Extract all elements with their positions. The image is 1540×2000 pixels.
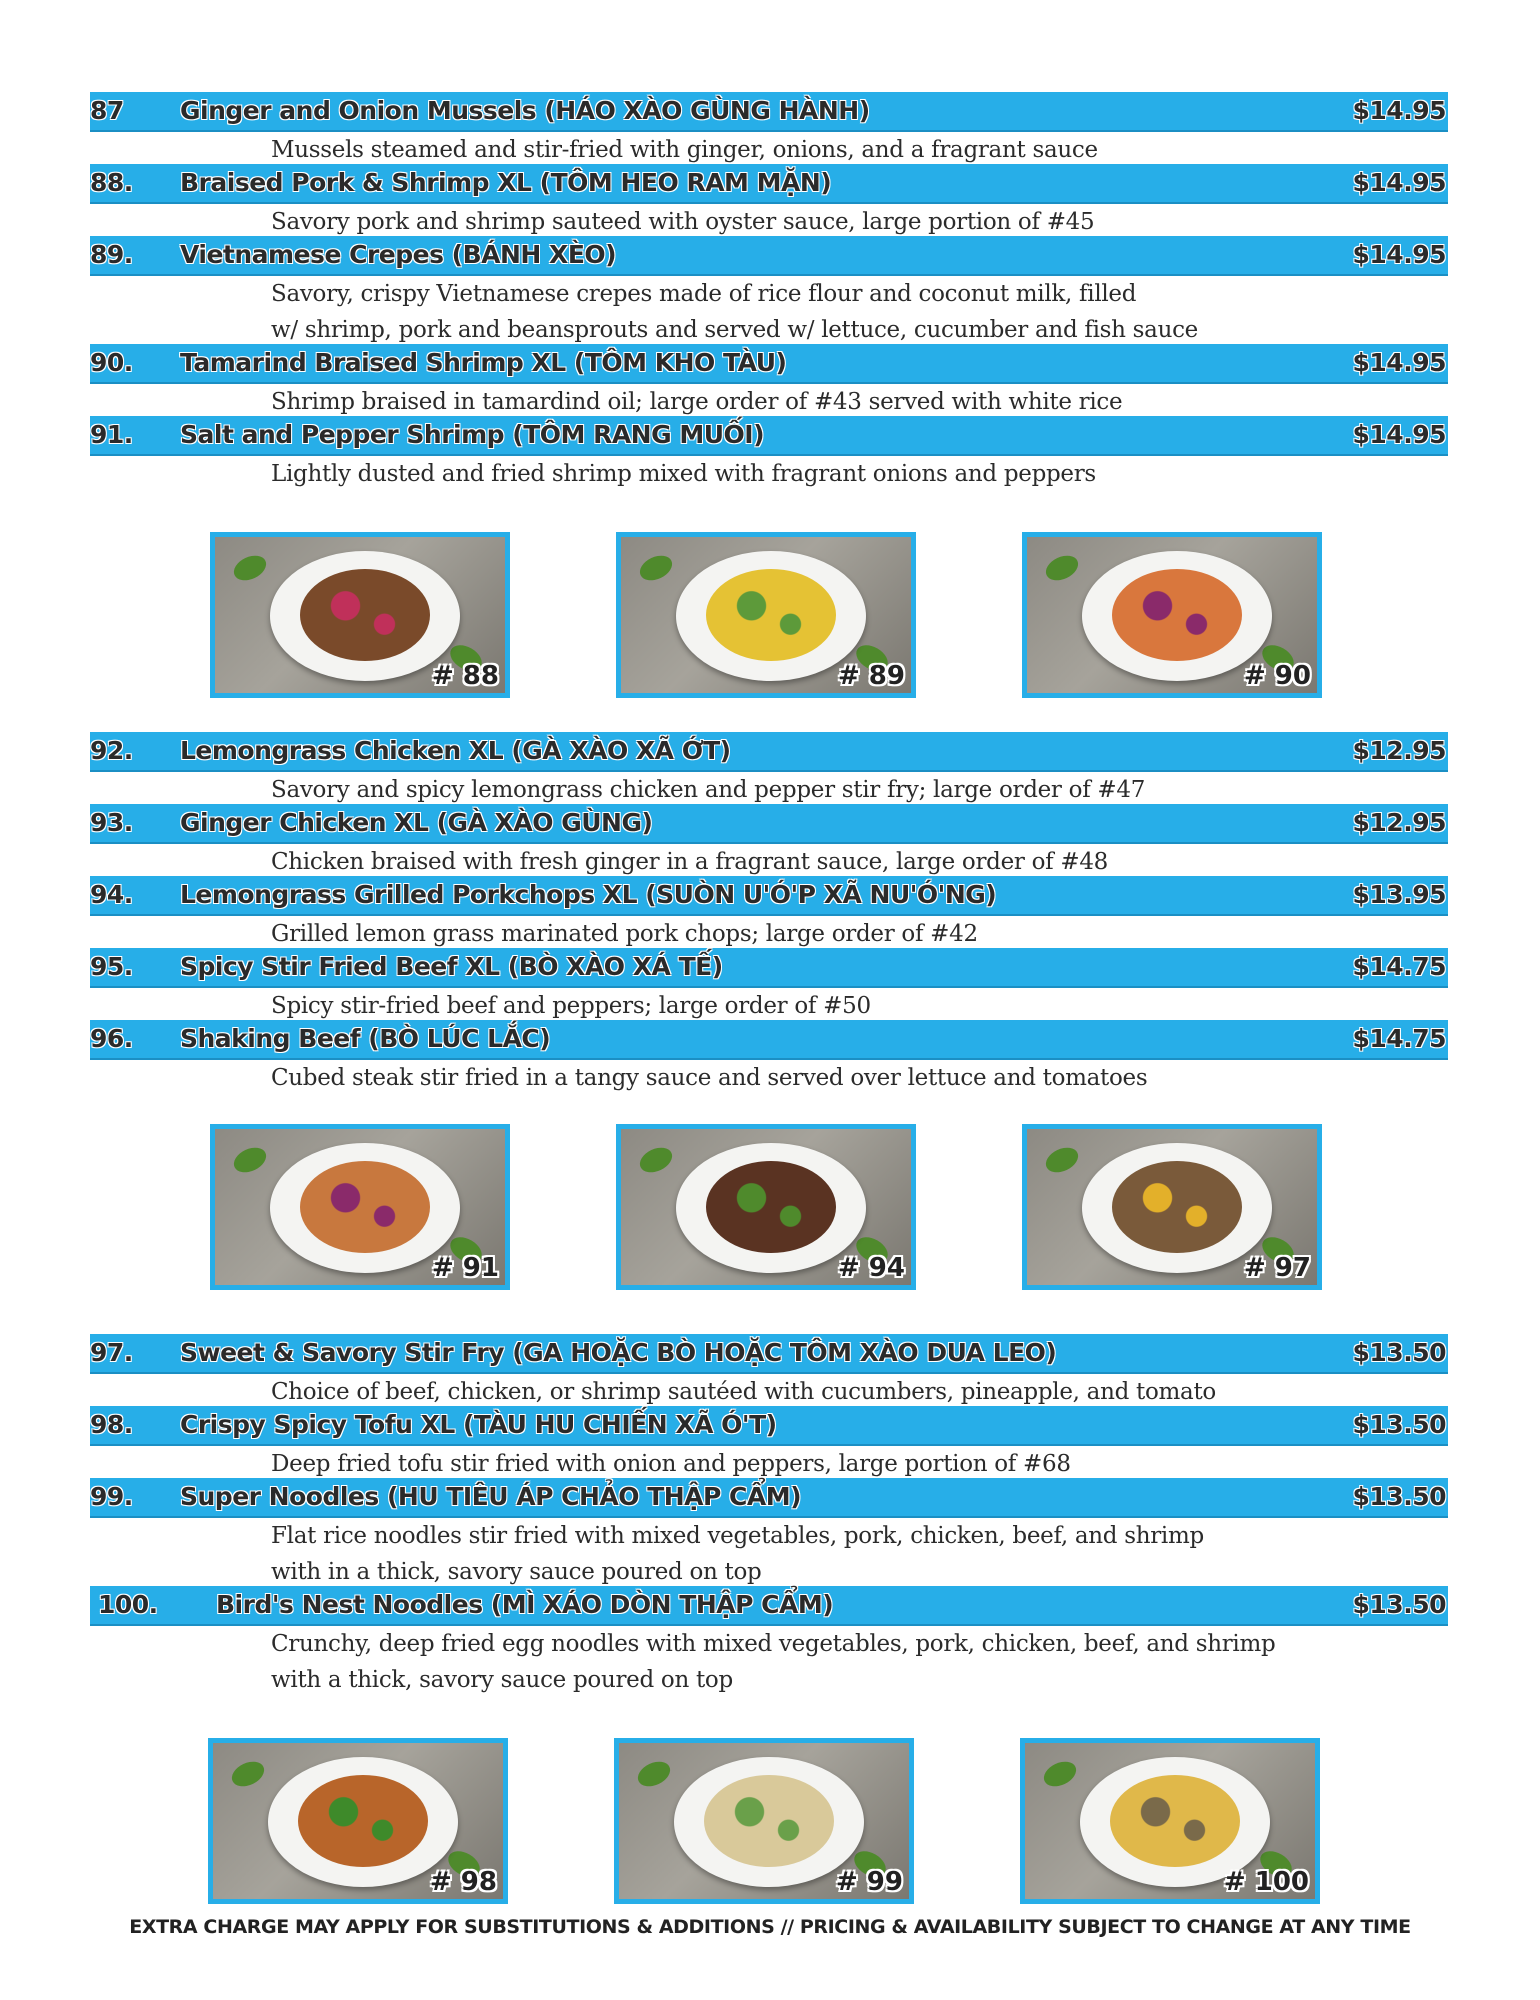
item-number: 87 [90,96,124,125]
dish-food [706,1161,836,1253]
menu-item [90,1478,1448,1590]
item-description: Chicken braised with fresh ginger in a fragrant sauce, large order of #48 [271,849,1109,875]
item-price: $14.95 [1352,348,1446,377]
dish-photo [616,1124,916,1290]
item-description: Flat rice noodles stir fried with mixed vegetables, pork, chicken, beef, and shrimp [271,1523,1204,1549]
item-name: Lemongrass Grilled Porkchops XL (SUÒN U'Ó'P XÃ NU'Ó'NG) [180,880,997,909]
item-description: Grilled lemon grass marinated pork chops; large order of #42 [271,921,978,947]
item-name: Lemongrass Chicken XL (GÀ XÀO XÃ ỚT) [180,736,731,765]
item-name: Shaking Beef (BÒ LÚC LẮC) [180,1024,551,1053]
item-description: with a thick, savory sauce poured on top [271,1667,733,1693]
dish-food [300,1161,430,1253]
item-price: $13.50 [1352,1410,1446,1439]
menu-item [90,344,1448,420]
dish-food [298,1775,428,1867]
footer-disclaimer: EXTRA CHARGE MAY APPLY FOR SUBSTITUTIONS & ADDITIONS // PRICING & AVAILABILITY SUBJECT TO CHANGE AT ANY TIME [129,1916,1411,1938]
dish-food [1110,1775,1240,1867]
menu-item-bar [90,92,1448,132]
photo-tag: # 90 [1243,661,1311,691]
item-number: 91. [90,420,133,449]
item-number: 88. [90,168,133,197]
menu-item [90,236,1448,348]
item-price: $14.95 [1352,168,1446,197]
item-description: Lightly dusted and fried shrimp mixed with fragrant onions and peppers [271,461,1096,487]
dish-photo [616,532,916,698]
menu-item-bar [90,236,1448,276]
item-price: $13.50 [1352,1482,1446,1511]
item-description: Savory, crispy Vietnamese crepes made of rice flour and coconut milk, filled [271,281,1137,307]
dish-food [1112,1161,1242,1253]
photo-tag: # 88 [431,661,499,691]
item-price: $14.75 [1352,952,1446,981]
item-name: Spicy Stir Fried Beef XL (BÒ XÀO XÁ TẾ) [180,952,723,981]
item-price: $12.95 [1352,736,1446,765]
item-name: Super Noodles (HU TIÊU ÁP CHẢO THẬP CẨM) [180,1482,802,1511]
item-description: w/ shrimp, pork and beansprouts and served w/ lettuce, cucumber and fish sauce [271,317,1198,343]
item-number: 99. [90,1482,133,1511]
menu-item [90,1406,1448,1482]
menu-item-bar [90,1020,1448,1060]
dish-food [1112,569,1242,661]
item-name: Crispy Spicy Tofu XL (TÀU HU CHIẾN XÃ Ó'T) [180,1410,777,1439]
item-number: 97. [90,1338,133,1367]
item-description: Choice of beef, chicken, or shrimp sautéed with cucumbers, pineapple, and tomato [271,1379,1216,1405]
menu-item-bar [90,1586,1448,1626]
menu-item [90,732,1448,808]
menu-item [90,1334,1448,1410]
item-name: Tamarind Braised Shrimp XL (TÔM KHO TÀU) [180,348,787,377]
menu-item-bar [90,344,1448,384]
menu-item-bar [90,1334,1448,1374]
item-price: $14.75 [1352,1024,1446,1053]
photo-tag: # 89 [837,661,905,691]
dish-photo [1022,532,1322,698]
dish-photo [210,1124,510,1290]
dish-photo [208,1738,508,1904]
menu-item [90,416,1448,492]
photo-tag: # 97 [1243,1253,1311,1283]
photo-tag: # 100 [1223,1867,1309,1897]
item-name: Braised Pork & Shrimp XL (TÔM HEO RAM MẶN) [180,168,832,197]
item-number: 100. [98,1590,158,1619]
item-name: Ginger Chicken XL (GÀ XÀO GÙNG) [180,808,653,837]
item-description: Spicy stir-fried beef and peppers; large order of #50 [271,993,871,1019]
item-name: Ginger and Onion Mussels (HÁO XÀO GÙNG HÀNH) [180,96,870,125]
menu-item-bar [90,1406,1448,1446]
dish-photo [210,532,510,698]
item-price: $14.95 [1352,96,1446,125]
menu-item-bar [90,164,1448,204]
photo-tag: # 98 [429,1867,497,1897]
item-description: Mussels steamed and stir-fried with ginger, onions, and a fragrant sauce [271,137,1098,163]
menu-item-bar [90,804,1448,844]
item-price: $12.95 [1352,808,1446,837]
menu-item-bar [90,416,1448,456]
menu-item [90,948,1448,1024]
item-price: $14.95 [1352,240,1446,269]
menu-item-bar [90,948,1448,988]
dish-photo [1022,1124,1322,1290]
item-name: Sweet & Savory Stir Fry (GA HOẶC BÒ HOẶC TÔM XÀO DUA LEO) [180,1338,1057,1367]
item-description: Savory and spicy lemongrass chicken and pepper stir fry; large order of #47 [271,777,1146,803]
menu-item-bar [90,732,1448,772]
dish-photo [614,1738,914,1904]
item-description: with in a thick, savory sauce poured on top [271,1559,762,1585]
item-price: $13.50 [1352,1338,1446,1367]
photo-tag: # 99 [835,1867,903,1897]
dish-food [300,569,430,661]
item-number: 94. [90,880,133,909]
menu-item-bar [90,1478,1448,1518]
menu-item [90,164,1448,240]
item-description: Crunchy, deep fried egg noodles with mixed vegetables, pork, chicken, beef, and shrimp [271,1631,1276,1657]
dish-food [704,1775,834,1867]
item-number: 92. [90,736,133,765]
item-name: Bird's Nest Noodles (MÌ XÁO DÒN THẬP CẨM) [216,1590,834,1619]
item-number: 93. [90,808,133,837]
item-name: Salt and Pepper Shrimp (TÔM RANG MUỐI) [180,420,764,449]
photo-tag: # 91 [431,1253,499,1283]
item-number: 95. [90,952,133,981]
item-price: $14.95 [1352,420,1446,449]
item-number: 96. [90,1024,133,1053]
menu-item [90,92,1448,168]
photo-tag: # 94 [837,1253,905,1283]
menu-item [90,804,1448,880]
item-price: $13.95 [1352,880,1446,909]
item-number: 89. [90,240,133,269]
item-description: Cubed steak stir fried in a tangy sauce and served over lettuce and tomatoes [271,1065,1148,1091]
item-description: Deep fried tofu stir fried with onion and peppers, large portion of #68 [271,1451,1071,1477]
item-number: 98. [90,1410,133,1439]
item-description: Shrimp braised in tamardind oil; large order of #43 served with white rice [271,389,1123,415]
menu-item [90,1586,1448,1698]
menu-item [90,876,1448,952]
menu-item [90,1020,1448,1096]
menu-item-bar [90,876,1448,916]
item-description: Savory pork and shrimp sauteed with oyster sauce, large portion of #45 [271,209,1095,235]
item-price: $13.50 [1352,1590,1446,1619]
dish-food [706,569,836,661]
dish-photo [1020,1738,1320,1904]
item-number: 90. [90,348,133,377]
item-name: Vietnamese Crepes (BÁNH XÈO) [180,240,617,269]
